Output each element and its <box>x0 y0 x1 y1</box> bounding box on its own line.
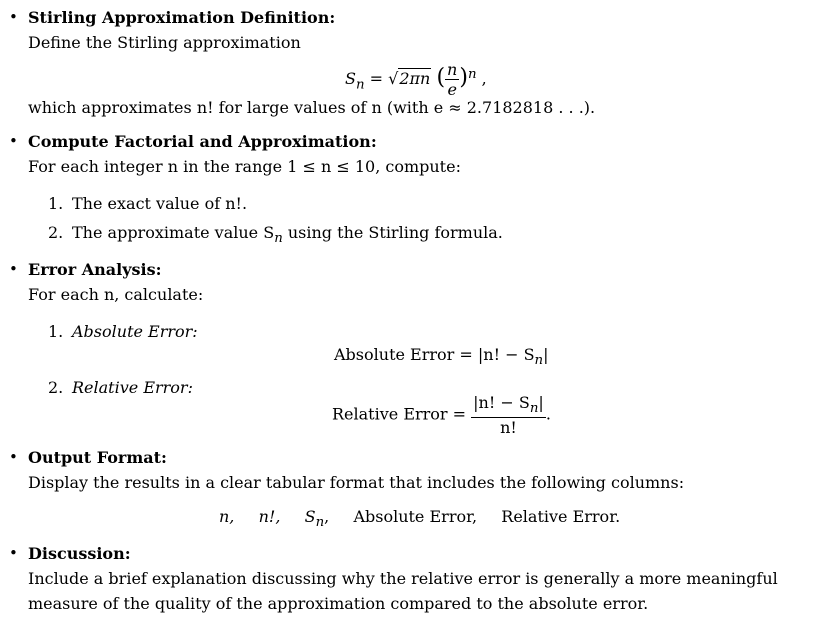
list-item: 2. The approximate value $S_n$ using the Stirling formula. <box>48 223 503 247</box>
bullet: • <box>9 8 18 26</box>
bullet: • <box>9 260 18 278</box>
section-title: Compute Factorial and Approximation: <box>28 132 377 151</box>
list-item: 2. Relative Error: <box>48 378 193 397</box>
section-title: Discussion: <box>28 544 131 563</box>
discussion-text-line-2: measure of the quality of the approximation compared to the absolute error. <box>28 594 649 613</box>
list-item: 1. Absolute Error: <box>48 322 198 341</box>
section-intro: Define the Stirling approximation <box>28 33 301 52</box>
section-intro: For each integer n in the range 1 ≤ n ≤ 10, compute: <box>28 157 461 176</box>
bullet: • <box>9 132 18 150</box>
section-title: Output Format: <box>28 448 167 467</box>
stirling-equation: $S_n = √2\pi n$ ( $\frac{n}{e}$ )$^n$ , <box>345 60 487 100</box>
section-intro: For each n, calculate: <box>28 285 204 304</box>
list-item: 1. The exact value of n!. <box>48 194 248 213</box>
columns-list: n, n!, $S_n$, Absolute Error, Relative Error. <box>219 507 621 531</box>
bullet: • <box>9 544 18 562</box>
section-outro: which approximates n! for large values of n (with e ≈ 2.7182818 . . .). <box>28 98 596 117</box>
section-intro: Display the results in a clear tabular format that includes the following columns: <box>28 473 685 492</box>
section-title: Stirling Approximation Definition: <box>28 8 336 27</box>
section-title: Error Analysis: <box>28 260 162 279</box>
bullet: • <box>9 448 18 466</box>
relative-error-formula: Relative Error = $\frac{|n! - S_n|}{n!}$ . <box>332 393 551 438</box>
discussion-text-line-1: Include a brief explanation discussing why the relative error is generally a more meaningful <box>28 569 778 588</box>
absolute-error-formula: Absolute Error = |n! − $S_n|$ <box>334 345 549 369</box>
